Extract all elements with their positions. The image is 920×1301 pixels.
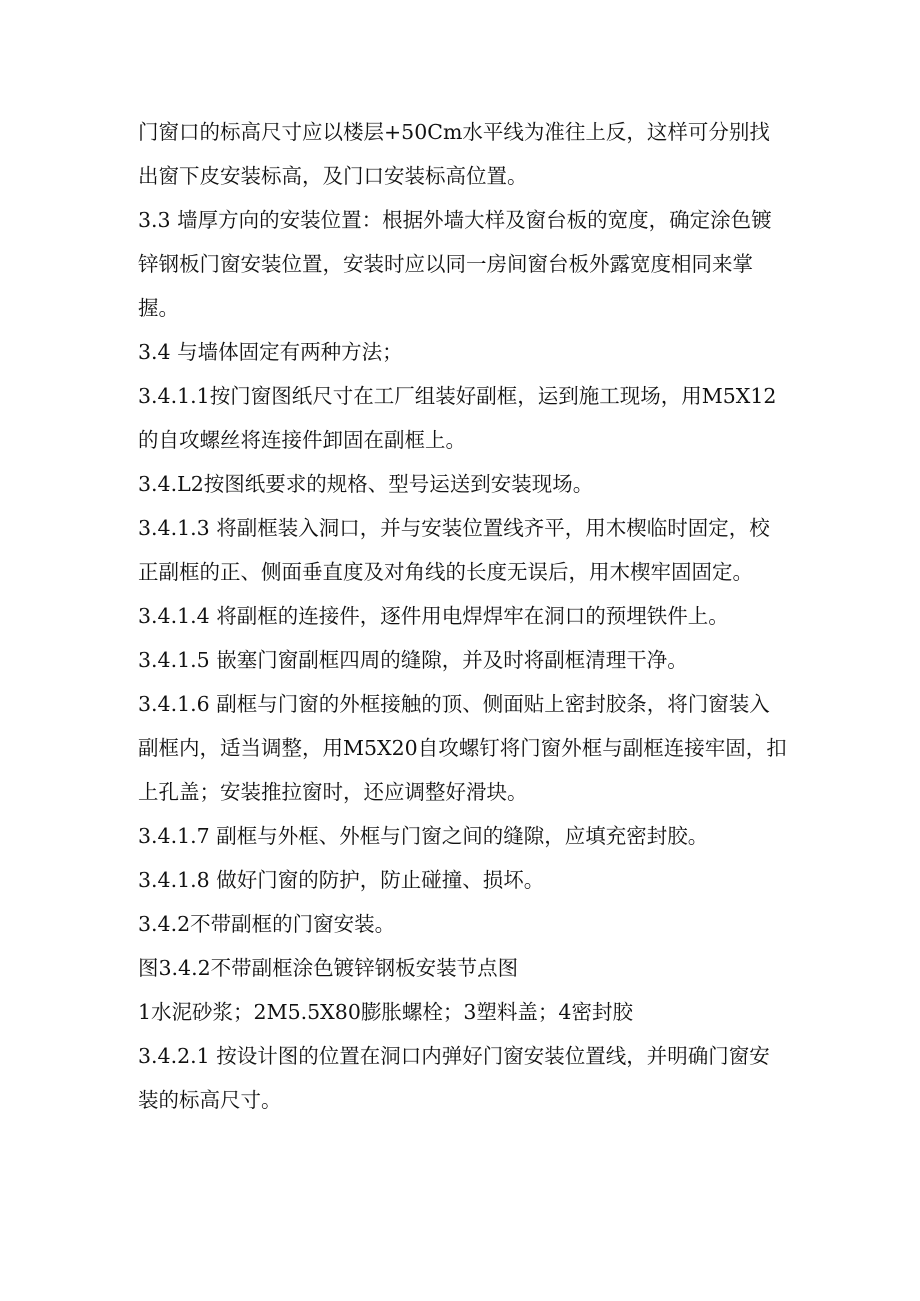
paragraph-3-4-1-1: 3.4.1.1按门窗图纸尺寸在工厂组装好副框，运到施工现场，用M5X12的自攻螺丝将连接件卸固在副框上。 xyxy=(138,384,777,452)
document-body xyxy=(138,110,790,1122)
paragraph-3-4-1-8: 3.4.1.8 做好门窗的防护，防止碰撞、损坏。 xyxy=(138,868,545,892)
paragraph-3-4-1-4: 3.4.1.4 将副框的连接件，逐件用电焊焊牢在洞口的预埋铁件上。 xyxy=(138,604,729,628)
paragraph-3-4: 3.4 与墙体固定有两种方法； xyxy=(138,340,403,364)
paragraph-3-4-2-1: 3.4.2.1 按设计图的位置在洞口内弹好门窗安装位置线，并明确门窗安装的标高尺寸。 xyxy=(138,1044,770,1112)
paragraph-3-4-2: 3.4.2不带副框的门窗安装。 xyxy=(138,912,396,936)
paragraph-3-4-1-3: 3.4.1.3 将副框装入洞口，并与安装位置线齐平，用木楔临时固定，校正副框的正、侧面垂直度及对角线的长度无误后，用木楔牢固固定。 xyxy=(138,516,770,584)
paragraph-3-3: 3.3 墙厚方向的安装位置：根据外墙大样及窗台板的宽度，确定涂色镀锌钢板门窗安装位置，安装时应以同一房间窗台板外露宽度相同来掌握。 xyxy=(138,208,772,320)
paragraph-elevation-reference: 门窗口的标高尺寸应以楼层+50Cm水平线为准往上反，这样可分别找出窗下皮安装标高，及门口安装标高位置。 xyxy=(138,120,770,188)
paragraph-3-4-1-5: 3.4.1.5 嵌塞门窗副框四周的缝隙，并及时将副框清理干净。 xyxy=(138,648,688,672)
figure-legend: 1水泥砂浆；2M5.5X80膨胀螺栓；3塑料盖；4密封胶 xyxy=(138,1000,633,1024)
figure-caption: 图3.4.2不带副框涂色镀锌钢板安装节点图 xyxy=(138,956,519,980)
paragraph-3-4-1-2: 3.4.L2按图纸要求的规格、型号运送到安装现场。 xyxy=(138,472,594,496)
paragraph-3-4-1-7: 3.4.1.7 副框与外框、外框与门窗之间的缝隙，应填充密封胶。 xyxy=(138,824,709,848)
paragraph-3-4-1-6: 3.4.1.6 副框与门窗的外框接触的顶、侧面贴上密封胶条，将门窗装入副框内，适当调整，用M5X20自攻螺钉将门窗外框与副框连接牢固，扣上孔盖；安装推拉窗时，还应调整好滑块。 xyxy=(138,692,787,804)
